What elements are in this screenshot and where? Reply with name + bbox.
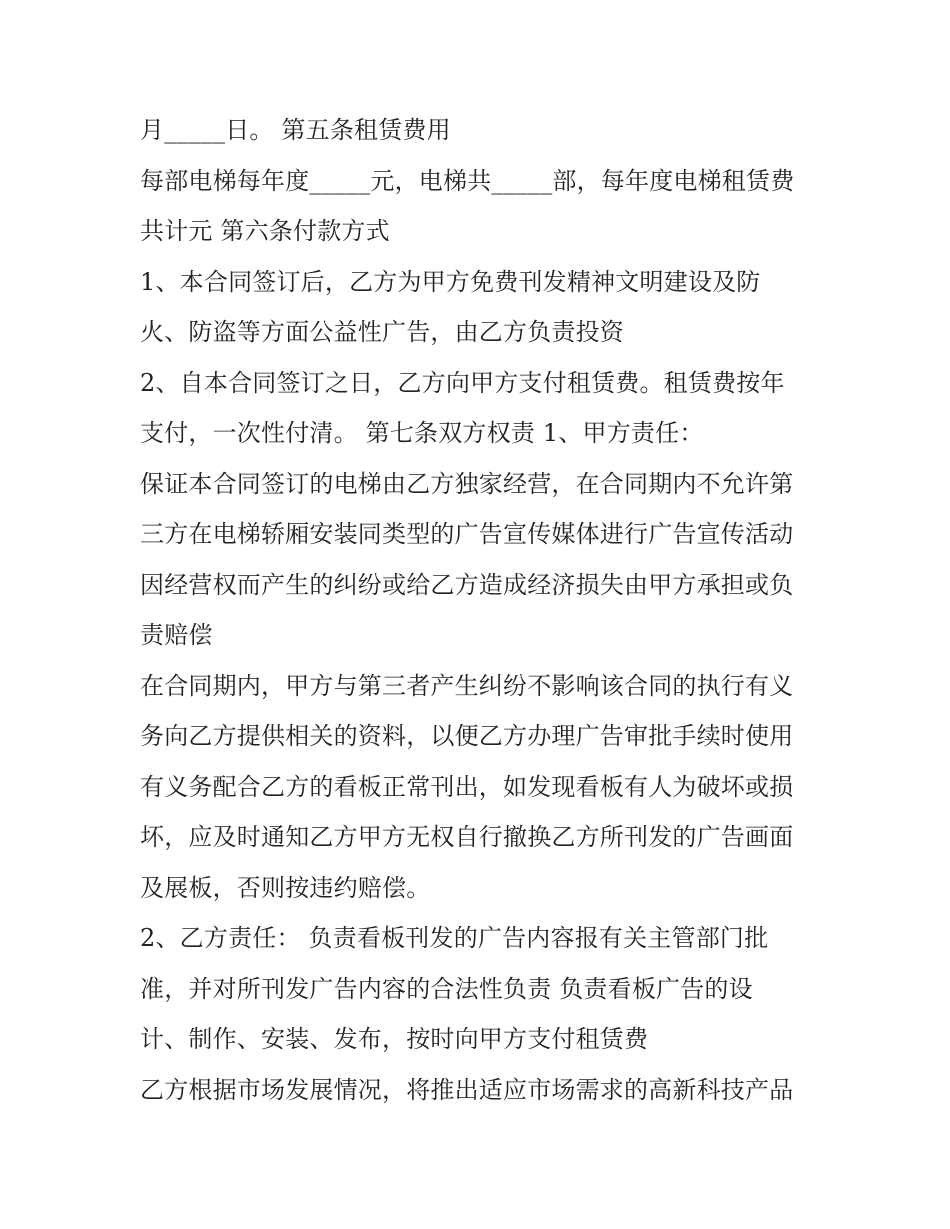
- text-line: 月_____日。 第五条租赁费用: [140, 116, 451, 144]
- text-line: 准，并对所刊发广告内容的合法性负责 负责看板广告的设: [140, 975, 753, 1003]
- text-line: 因经营权而产生的纠纷或给乙方造成经济损失由甲方承担或负: [140, 571, 794, 599]
- text-line: 责赔偿: [140, 621, 213, 649]
- text-line: 计、制作、安装、发布，按时向甲方支付租赁费: [140, 1025, 649, 1053]
- text-line: 三方在电梯轿厢安装同类型的广告宣传媒体进行广告宣传活动: [140, 520, 794, 548]
- text-line: 2、乙方责任： 负责看板刊发的广告内容报有关主管部门批: [140, 924, 769, 952]
- text-line: 在合同期内，甲方与第三者产生纠纷不影响该合同的执行有义: [140, 672, 794, 700]
- text-line: 1、本合同签订后，乙方为甲方免费刊发精神文明建设及防: [140, 268, 761, 296]
- text-line: 务向乙方提供相关的资料，以便乙方办理广告审批手续时使用: [140, 722, 794, 750]
- text-line: 支付，一次性付清。 第七条双方权责 1、甲方责任：: [140, 419, 704, 447]
- text-line: 及展板，否则按违约赔偿。: [140, 874, 431, 902]
- text-line: 乙方根据市场发展情况，将推出适应市场需求的高新科技产品: [140, 1076, 794, 1104]
- text-line: 2、自本合同签订之日，乙方向甲方支付租赁费。租赁费按年: [140, 369, 785, 397]
- text-line: 每部电梯每年度_____元，电梯共_____部，每年度电梯租赁费: [140, 167, 795, 195]
- text-line: 有义务配合乙方的看板正常刊出，如发现看板有人为破坏或损: [140, 773, 794, 801]
- text-line: 保证本合同签订的电梯由乙方独家经营，在合同期内不允许第: [140, 470, 794, 498]
- text-line: 坏，应及时通知乙方甲方无权自行撤换乙方所刊发的广告画面: [140, 823, 794, 851]
- text-line: 火、防盗等方面公益性广告，由乙方负责投资: [140, 318, 624, 346]
- text-line: 共计元 第六条付款方式: [140, 217, 390, 245]
